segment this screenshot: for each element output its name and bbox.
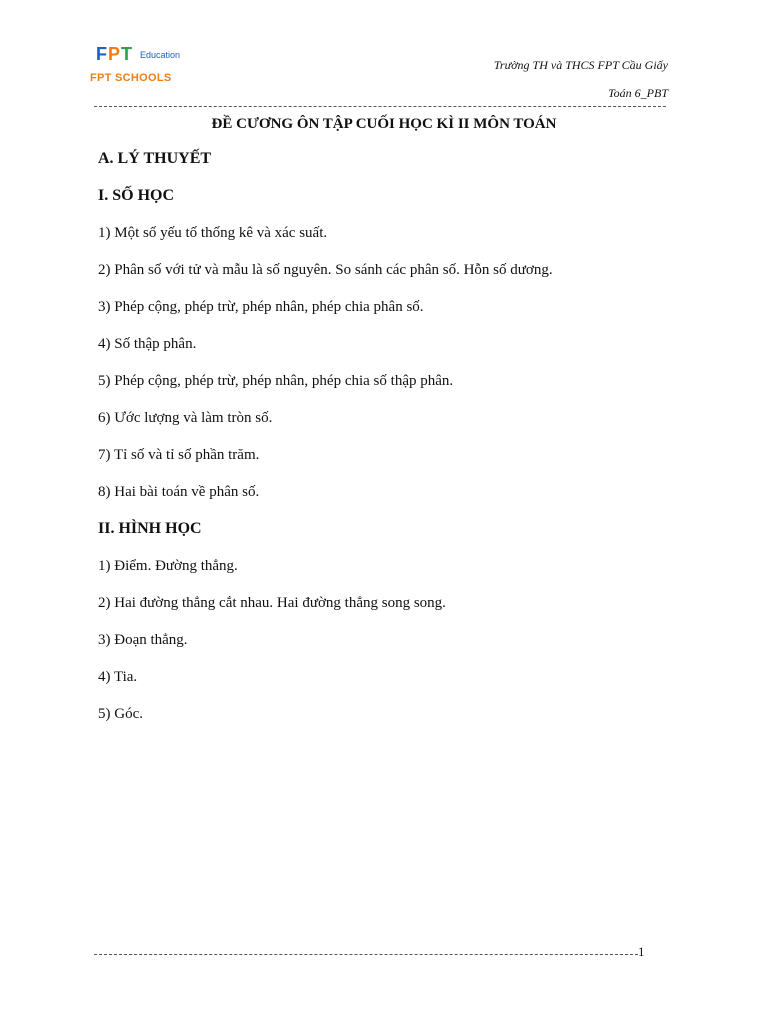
header-divider: [94, 106, 666, 107]
list-item: 4) Tia.: [98, 669, 138, 685]
fpt-logo-mark: FPT: [96, 44, 134, 64]
list-item: 1) Điểm. Đường thẳng.: [98, 558, 238, 574]
section-2-heading: II. HÌNH HỌC: [98, 520, 202, 537]
header-school-name: Trường TH và THCS FPT Cầu Giấy: [493, 58, 668, 72]
list-item: 7) Tỉ số và tỉ số phần trăm.: [98, 447, 260, 463]
list-item: 1) Một số yếu tố thống kê và xác suất.: [98, 225, 328, 241]
logo-schools-text: FPT SCHOOLS: [90, 72, 172, 84]
footer-divider: [94, 954, 638, 955]
page-number: 1: [638, 944, 645, 959]
document-title: ĐỀ CƯƠNG ÔN TẬP CUỐI HỌC KÌ II MÔN TOÁN: [211, 116, 557, 132]
list-item: 2) Phân số với tử và mẫu là số nguyên. So sánh các phân số. Hỗn số dương.: [98, 262, 553, 278]
logo-education-text: Education: [140, 50, 181, 60]
part-a-heading: A. LÝ THUYẾT: [98, 150, 212, 167]
list-item: 8) Hai bài toán về phân số.: [98, 484, 260, 500]
list-item: 3) Đoạn thẳng.: [98, 632, 188, 648]
list-item: 6) Ước lượng và làm tròn số.: [98, 410, 273, 426]
list-item: 2) Hai đường thẳng cắt nhau. Hai đường thẳng song song.: [98, 595, 446, 611]
section-1-heading: I. SỐ HỌC: [98, 187, 175, 204]
list-item: 5) Phép cộng, phép trừ, phép nhân, phép chia số thập phân.: [98, 373, 454, 389]
fpt-schools-logo: [90, 44, 200, 90]
list-item: 4) Số thập phân.: [98, 336, 197, 352]
document-body: [98, 148, 678, 740]
list-item: 5) Góc.: [98, 706, 143, 722]
header-subject: Toán 6_PBT: [608, 86, 668, 100]
list-item: 3) Phép cộng, phép trừ, phép nhân, phép chia phân số.: [98, 299, 424, 315]
